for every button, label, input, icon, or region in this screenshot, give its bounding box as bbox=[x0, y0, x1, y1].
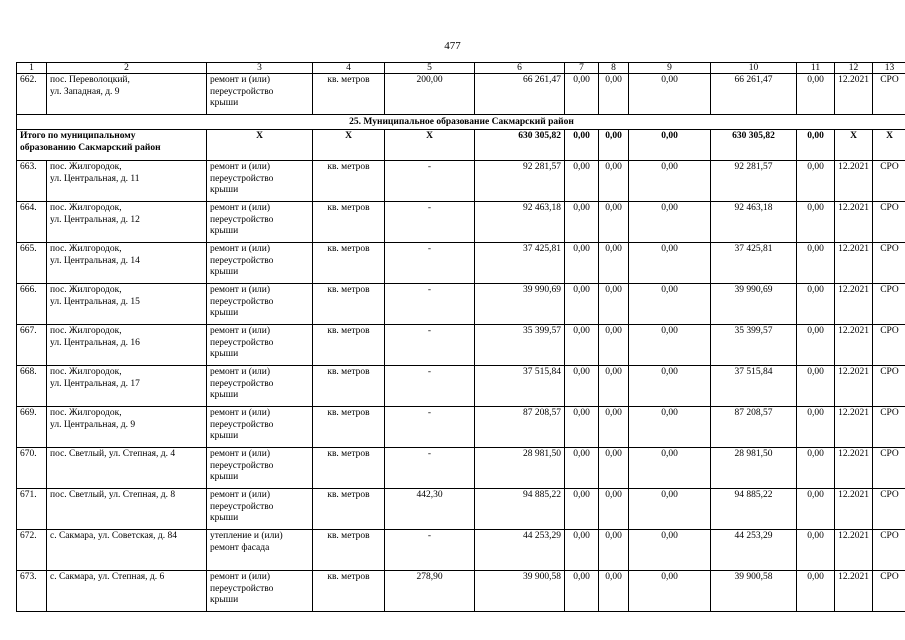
method-cell: СРО bbox=[873, 74, 905, 115]
value-cell: 0,00 bbox=[599, 74, 629, 115]
work-type-cell bbox=[207, 161, 313, 202]
address-line: ул. Центральная, д. 12 bbox=[50, 214, 140, 225]
unit-cell: кв. метров bbox=[313, 284, 385, 325]
column-number: 7 bbox=[565, 63, 599, 74]
deadline-cell: 12.2021 bbox=[835, 74, 873, 115]
work-type-cell bbox=[207, 325, 313, 366]
value-cell: 87 208,57 bbox=[711, 407, 797, 448]
row-number: 670. bbox=[17, 448, 47, 489]
area-cell: - bbox=[385, 202, 475, 243]
value-cell: 0,00 bbox=[629, 284, 711, 325]
column-number: 12 bbox=[835, 63, 873, 74]
unit-cell: кв. метров bbox=[313, 407, 385, 448]
total-cost-cell: 630 305,82 bbox=[475, 130, 565, 161]
area-cell: - bbox=[385, 530, 475, 571]
deadline-cell: 12.2021 bbox=[835, 161, 873, 202]
column-number: 1 bbox=[17, 63, 47, 74]
column-number: 2 bbox=[47, 63, 207, 74]
work-type-line: ремонт фасада bbox=[210, 542, 270, 553]
value-cell: 0,00 bbox=[599, 325, 629, 366]
address-cell bbox=[47, 366, 207, 407]
area-cell: - bbox=[385, 325, 475, 366]
value-cell: 0,00 bbox=[797, 448, 835, 489]
total-cost-cell: 37 515,84 bbox=[475, 366, 565, 407]
unit-cell: кв. метров bbox=[313, 489, 385, 530]
method-cell: СРО bbox=[873, 284, 905, 325]
value-cell: 0,00 bbox=[797, 571, 835, 612]
work-type-cell bbox=[207, 489, 313, 530]
section-title: 25. Муниципальное образование Сакмарский район bbox=[17, 115, 905, 130]
table-row bbox=[17, 74, 905, 115]
work-type-line: крыши bbox=[210, 472, 239, 482]
work-type-line: крыши bbox=[210, 390, 239, 400]
work-type-line: переустройство bbox=[210, 419, 274, 430]
unit-cell: кв. метров bbox=[313, 161, 385, 202]
row-number: 663. bbox=[17, 161, 47, 202]
work-type-line: переустройство bbox=[210, 214, 274, 225]
deadline-cell: 12.2021 bbox=[835, 489, 873, 530]
work-type-cell bbox=[207, 366, 313, 407]
table-row bbox=[17, 366, 905, 407]
work-type-line: ремонт и (или) bbox=[210, 572, 271, 582]
method-cell: СРО bbox=[873, 448, 905, 489]
total-label-line: образованию Сакмарский район bbox=[20, 142, 161, 153]
area-cell: - bbox=[385, 161, 475, 202]
method-cell: СРО bbox=[873, 530, 905, 571]
value-cell: 0,00 bbox=[629, 489, 711, 530]
work-type-line: ремонт и (или) bbox=[210, 326, 271, 336]
unit-cell: кв. метров bbox=[313, 571, 385, 612]
work-type-line: переустройство bbox=[210, 378, 274, 389]
row-number: 671. bbox=[17, 489, 47, 530]
total-cost-cell: 39 990,69 bbox=[475, 284, 565, 325]
address-line: ул. Центральная, д. 15 bbox=[50, 296, 140, 307]
value-cell: 92 463,18 bbox=[711, 202, 797, 243]
work-type-line: ремонт и (или) bbox=[210, 75, 271, 85]
value-cell: 0,00 bbox=[565, 489, 599, 530]
area-cell: 278,90 bbox=[385, 571, 475, 612]
value-cell: 0,00 bbox=[797, 161, 835, 202]
work-type-line: переустройство bbox=[210, 460, 274, 471]
unit-cell: кв. метров bbox=[313, 74, 385, 115]
work-type-line: крыши bbox=[210, 98, 239, 108]
value-cell: 44 253,29 bbox=[711, 530, 797, 571]
address-line: ул. Центральная, д. 16 bbox=[50, 337, 140, 348]
row-number: 666. bbox=[17, 284, 47, 325]
address-line: пос. Жилгородок, bbox=[50, 203, 122, 213]
work-type-line: переустройство bbox=[210, 86, 274, 97]
address-line: ул. Центральная, д. 9 bbox=[50, 419, 136, 430]
total-cell: Х bbox=[873, 130, 905, 161]
area-cell: - bbox=[385, 366, 475, 407]
method-cell: СРО bbox=[873, 489, 905, 530]
work-type-line: крыши bbox=[210, 226, 239, 236]
unit-cell: кв. метров bbox=[313, 243, 385, 284]
total-cell: Х bbox=[207, 130, 313, 161]
work-type-line: крыши bbox=[210, 267, 239, 277]
value-cell: 0,00 bbox=[599, 448, 629, 489]
value-cell: 0,00 bbox=[797, 489, 835, 530]
row-number: 672. bbox=[17, 530, 47, 571]
row-number: 667. bbox=[17, 325, 47, 366]
table-row bbox=[17, 407, 905, 448]
value-cell: 0,00 bbox=[599, 366, 629, 407]
deadline-cell: 12.2021 bbox=[835, 407, 873, 448]
area-cell: - bbox=[385, 407, 475, 448]
total-cost-cell: 37 425,81 bbox=[475, 243, 565, 284]
total-cost-cell: 94 885,22 bbox=[475, 489, 565, 530]
value-cell: 0,00 bbox=[629, 366, 711, 407]
work-type-line: ремонт и (или) bbox=[210, 490, 271, 500]
total-label bbox=[17, 130, 207, 161]
column-number: 5 bbox=[385, 63, 475, 74]
table-row bbox=[17, 489, 905, 530]
work-type-line: переустройство bbox=[210, 255, 274, 266]
value-cell: 0,00 bbox=[599, 530, 629, 571]
section-title-row bbox=[17, 115, 905, 130]
deadline-cell: 12.2021 bbox=[835, 366, 873, 407]
value-cell: 0,00 bbox=[797, 325, 835, 366]
value-cell: 0,00 bbox=[629, 571, 711, 612]
address-line: пос. Жилгородок, bbox=[50, 326, 122, 336]
total-cost-cell: 87 208,57 bbox=[475, 407, 565, 448]
column-number: 4 bbox=[313, 63, 385, 74]
deadline-cell: 12.2021 bbox=[835, 243, 873, 284]
total-cell: 0,00 bbox=[629, 130, 711, 161]
work-type-line: ремонт и (или) bbox=[210, 162, 271, 172]
total-cell: Х bbox=[835, 130, 873, 161]
value-cell: 39 990,69 bbox=[711, 284, 797, 325]
total-label-line: Итого по муниципальному bbox=[20, 131, 136, 141]
total-cell: 630 305,82 bbox=[711, 130, 797, 161]
address-line: пос. Жилгородок, bbox=[50, 244, 122, 254]
deadline-cell: 12.2021 bbox=[835, 202, 873, 243]
total-cell: 0,00 bbox=[565, 130, 599, 161]
total-cost-cell: 44 253,29 bbox=[475, 530, 565, 571]
work-type-cell bbox=[207, 448, 313, 489]
row-number: 662. bbox=[17, 74, 47, 115]
deadline-cell: 12.2021 bbox=[835, 571, 873, 612]
value-cell: 0,00 bbox=[797, 366, 835, 407]
total-cost-cell: 35 399,57 bbox=[475, 325, 565, 366]
address-cell bbox=[47, 571, 207, 612]
method-cell: СРО bbox=[873, 571, 905, 612]
value-cell: 0,00 bbox=[565, 202, 599, 243]
work-type-line: крыши bbox=[210, 308, 239, 318]
address-cell bbox=[47, 202, 207, 243]
value-cell: 0,00 bbox=[599, 571, 629, 612]
value-cell: 0,00 bbox=[565, 407, 599, 448]
value-cell: 66 261,47 bbox=[711, 74, 797, 115]
address-line: с. Сакмара, ул. Степная, д. 6 bbox=[50, 572, 165, 582]
work-type-line: ремонт и (или) bbox=[210, 244, 271, 254]
total-cell: 0,00 bbox=[797, 130, 835, 161]
area-cell: - bbox=[385, 284, 475, 325]
value-cell: 0,00 bbox=[797, 74, 835, 115]
value-cell: 37 515,84 bbox=[711, 366, 797, 407]
unit-cell: кв. метров bbox=[313, 325, 385, 366]
deadline-cell: 12.2021 bbox=[835, 530, 873, 571]
value-cell: 0,00 bbox=[629, 448, 711, 489]
address-cell bbox=[47, 243, 207, 284]
deadline-cell: 12.2021 bbox=[835, 325, 873, 366]
work-type-cell bbox=[207, 202, 313, 243]
municipality-total-row bbox=[17, 130, 905, 161]
value-cell: 0,00 bbox=[565, 284, 599, 325]
value-cell: 0,00 bbox=[565, 448, 599, 489]
work-type-line: крыши bbox=[210, 513, 239, 523]
work-type-line: утепление и (или) bbox=[210, 531, 283, 541]
work-type-line: переустройство bbox=[210, 501, 274, 512]
total-cell: Х bbox=[313, 130, 385, 161]
method-cell: СРО bbox=[873, 243, 905, 284]
deadline-cell: 12.2021 bbox=[835, 284, 873, 325]
column-number: 10 bbox=[711, 63, 797, 74]
address-line: пос. Жилгородок, bbox=[50, 367, 122, 377]
column-number: 11 bbox=[797, 63, 835, 74]
table-row bbox=[17, 202, 905, 243]
area-cell: - bbox=[385, 448, 475, 489]
address-line: пос. Жилгородок, bbox=[50, 162, 122, 172]
value-cell: 0,00 bbox=[797, 530, 835, 571]
value-cell: 0,00 bbox=[599, 161, 629, 202]
work-type-line: переустройство bbox=[210, 296, 274, 307]
column-number: 3 bbox=[207, 63, 313, 74]
value-cell: 0,00 bbox=[797, 407, 835, 448]
area-cell: 442,30 bbox=[385, 489, 475, 530]
value-cell: 0,00 bbox=[599, 243, 629, 284]
method-cell: СРО bbox=[873, 325, 905, 366]
total-cost-cell: 28 981,50 bbox=[475, 448, 565, 489]
value-cell: 0,00 bbox=[599, 489, 629, 530]
work-type-cell bbox=[207, 530, 313, 571]
row-number: 665. bbox=[17, 243, 47, 284]
row-number: 673. bbox=[17, 571, 47, 612]
table-row bbox=[17, 325, 905, 366]
value-cell: 92 281,57 bbox=[711, 161, 797, 202]
work-type-line: ремонт и (или) bbox=[210, 449, 271, 459]
value-cell: 0,00 bbox=[797, 284, 835, 325]
table-row bbox=[17, 284, 905, 325]
value-cell: 0,00 bbox=[629, 243, 711, 284]
value-cell: 0,00 bbox=[565, 530, 599, 571]
address-line: ул. Центральная, д. 14 bbox=[50, 255, 140, 266]
address-line: ул. Центральная, д. 17 bbox=[50, 378, 140, 389]
address-line: пос. Светлый, ул. Степная, д. 8 bbox=[50, 490, 176, 500]
address-cell bbox=[47, 448, 207, 489]
page-number: 477 bbox=[444, 40, 461, 52]
work-type-line: ремонт и (или) bbox=[210, 203, 271, 213]
method-cell: СРО bbox=[873, 202, 905, 243]
table-row bbox=[17, 571, 905, 612]
unit-cell: кв. метров bbox=[313, 366, 385, 407]
work-type-cell bbox=[207, 407, 313, 448]
work-type-line: крыши bbox=[210, 185, 239, 195]
value-cell: 0,00 bbox=[599, 284, 629, 325]
address-line: ул. Центральная, д. 11 bbox=[50, 173, 140, 184]
value-cell: 35 399,57 bbox=[711, 325, 797, 366]
table-row bbox=[17, 530, 905, 571]
address-line: ул. Западная, д. 9 bbox=[50, 86, 120, 97]
address-line: пос. Жилгородок, bbox=[50, 285, 122, 295]
value-cell: 0,00 bbox=[629, 202, 711, 243]
value-cell: 0,00 bbox=[629, 161, 711, 202]
row-number: 668. bbox=[17, 366, 47, 407]
unit-cell: кв. метров bbox=[313, 530, 385, 571]
value-cell: 0,00 bbox=[565, 243, 599, 284]
work-type-line: крыши bbox=[210, 349, 239, 359]
table-row bbox=[17, 448, 905, 489]
work-type-line: переустройство bbox=[210, 583, 274, 594]
table-row bbox=[17, 243, 905, 284]
registry-table bbox=[16, 62, 905, 612]
value-cell: 0,00 bbox=[629, 407, 711, 448]
work-type-cell bbox=[207, 284, 313, 325]
value-cell: 0,00 bbox=[629, 74, 711, 115]
address-cell bbox=[47, 161, 207, 202]
address-cell bbox=[47, 325, 207, 366]
value-cell: 0,00 bbox=[565, 161, 599, 202]
method-cell: СРО bbox=[873, 366, 905, 407]
column-number: 13 bbox=[873, 63, 905, 74]
method-cell: СРО bbox=[873, 161, 905, 202]
address-cell bbox=[47, 530, 207, 571]
work-type-line: переустройство bbox=[210, 173, 274, 184]
value-cell: 37 425,81 bbox=[711, 243, 797, 284]
row-number: 669. bbox=[17, 407, 47, 448]
value-cell: 0,00 bbox=[599, 407, 629, 448]
address-line: пос. Переволоцкий, bbox=[50, 75, 130, 85]
area-cell: - bbox=[385, 243, 475, 284]
area-cell: 200,00 bbox=[385, 74, 475, 115]
work-type-line: ремонт и (или) bbox=[210, 367, 271, 377]
value-cell: 0,00 bbox=[797, 202, 835, 243]
value-cell: 0,00 bbox=[797, 243, 835, 284]
unit-cell: кв. метров bbox=[313, 448, 385, 489]
address-cell bbox=[47, 284, 207, 325]
unit-cell: кв. метров bbox=[313, 202, 385, 243]
value-cell: 94 885,22 bbox=[711, 489, 797, 530]
total-cost-cell: 39 900,58 bbox=[475, 571, 565, 612]
deadline-cell: 12.2021 bbox=[835, 448, 873, 489]
column-number-header bbox=[17, 63, 905, 74]
work-type-line: ремонт и (или) bbox=[210, 408, 271, 418]
work-type-cell bbox=[207, 74, 313, 115]
value-cell: 0,00 bbox=[629, 325, 711, 366]
table-row bbox=[17, 161, 905, 202]
column-number: 8 bbox=[599, 63, 629, 74]
total-cost-cell: 92 463,18 bbox=[475, 202, 565, 243]
total-cost-cell: 66 261,47 bbox=[475, 74, 565, 115]
column-number: 6 bbox=[475, 63, 565, 74]
method-cell: СРО bbox=[873, 407, 905, 448]
work-type-line: ремонт и (или) bbox=[210, 285, 271, 295]
work-type-line: крыши bbox=[210, 595, 239, 605]
total-cell: Х bbox=[385, 130, 475, 161]
work-type-line: переустройство bbox=[210, 337, 274, 348]
work-type-cell bbox=[207, 243, 313, 284]
address-line: пос. Жилгородок, bbox=[50, 408, 122, 418]
value-cell: 0,00 bbox=[565, 366, 599, 407]
value-cell: 0,00 bbox=[599, 202, 629, 243]
work-type-cell bbox=[207, 571, 313, 612]
work-type-line: крыши bbox=[210, 431, 239, 441]
value-cell: 0,00 bbox=[565, 571, 599, 612]
total-cell: 0,00 bbox=[599, 130, 629, 161]
address-line: с. Сакмара, ул. Советская, д. 84 bbox=[50, 531, 177, 541]
value-cell: 39 900,58 bbox=[711, 571, 797, 612]
row-number: 664. bbox=[17, 202, 47, 243]
address-cell bbox=[47, 489, 207, 530]
value-cell: 28 981,50 bbox=[711, 448, 797, 489]
address-cell bbox=[47, 74, 207, 115]
value-cell: 0,00 bbox=[629, 530, 711, 571]
total-cost-cell: 92 281,57 bbox=[475, 161, 565, 202]
address-cell bbox=[47, 407, 207, 448]
address-line: пос. Светлый, ул. Степная, д. 4 bbox=[50, 449, 176, 459]
value-cell: 0,00 bbox=[565, 325, 599, 366]
column-number: 9 bbox=[629, 63, 711, 74]
value-cell: 0,00 bbox=[565, 74, 599, 115]
